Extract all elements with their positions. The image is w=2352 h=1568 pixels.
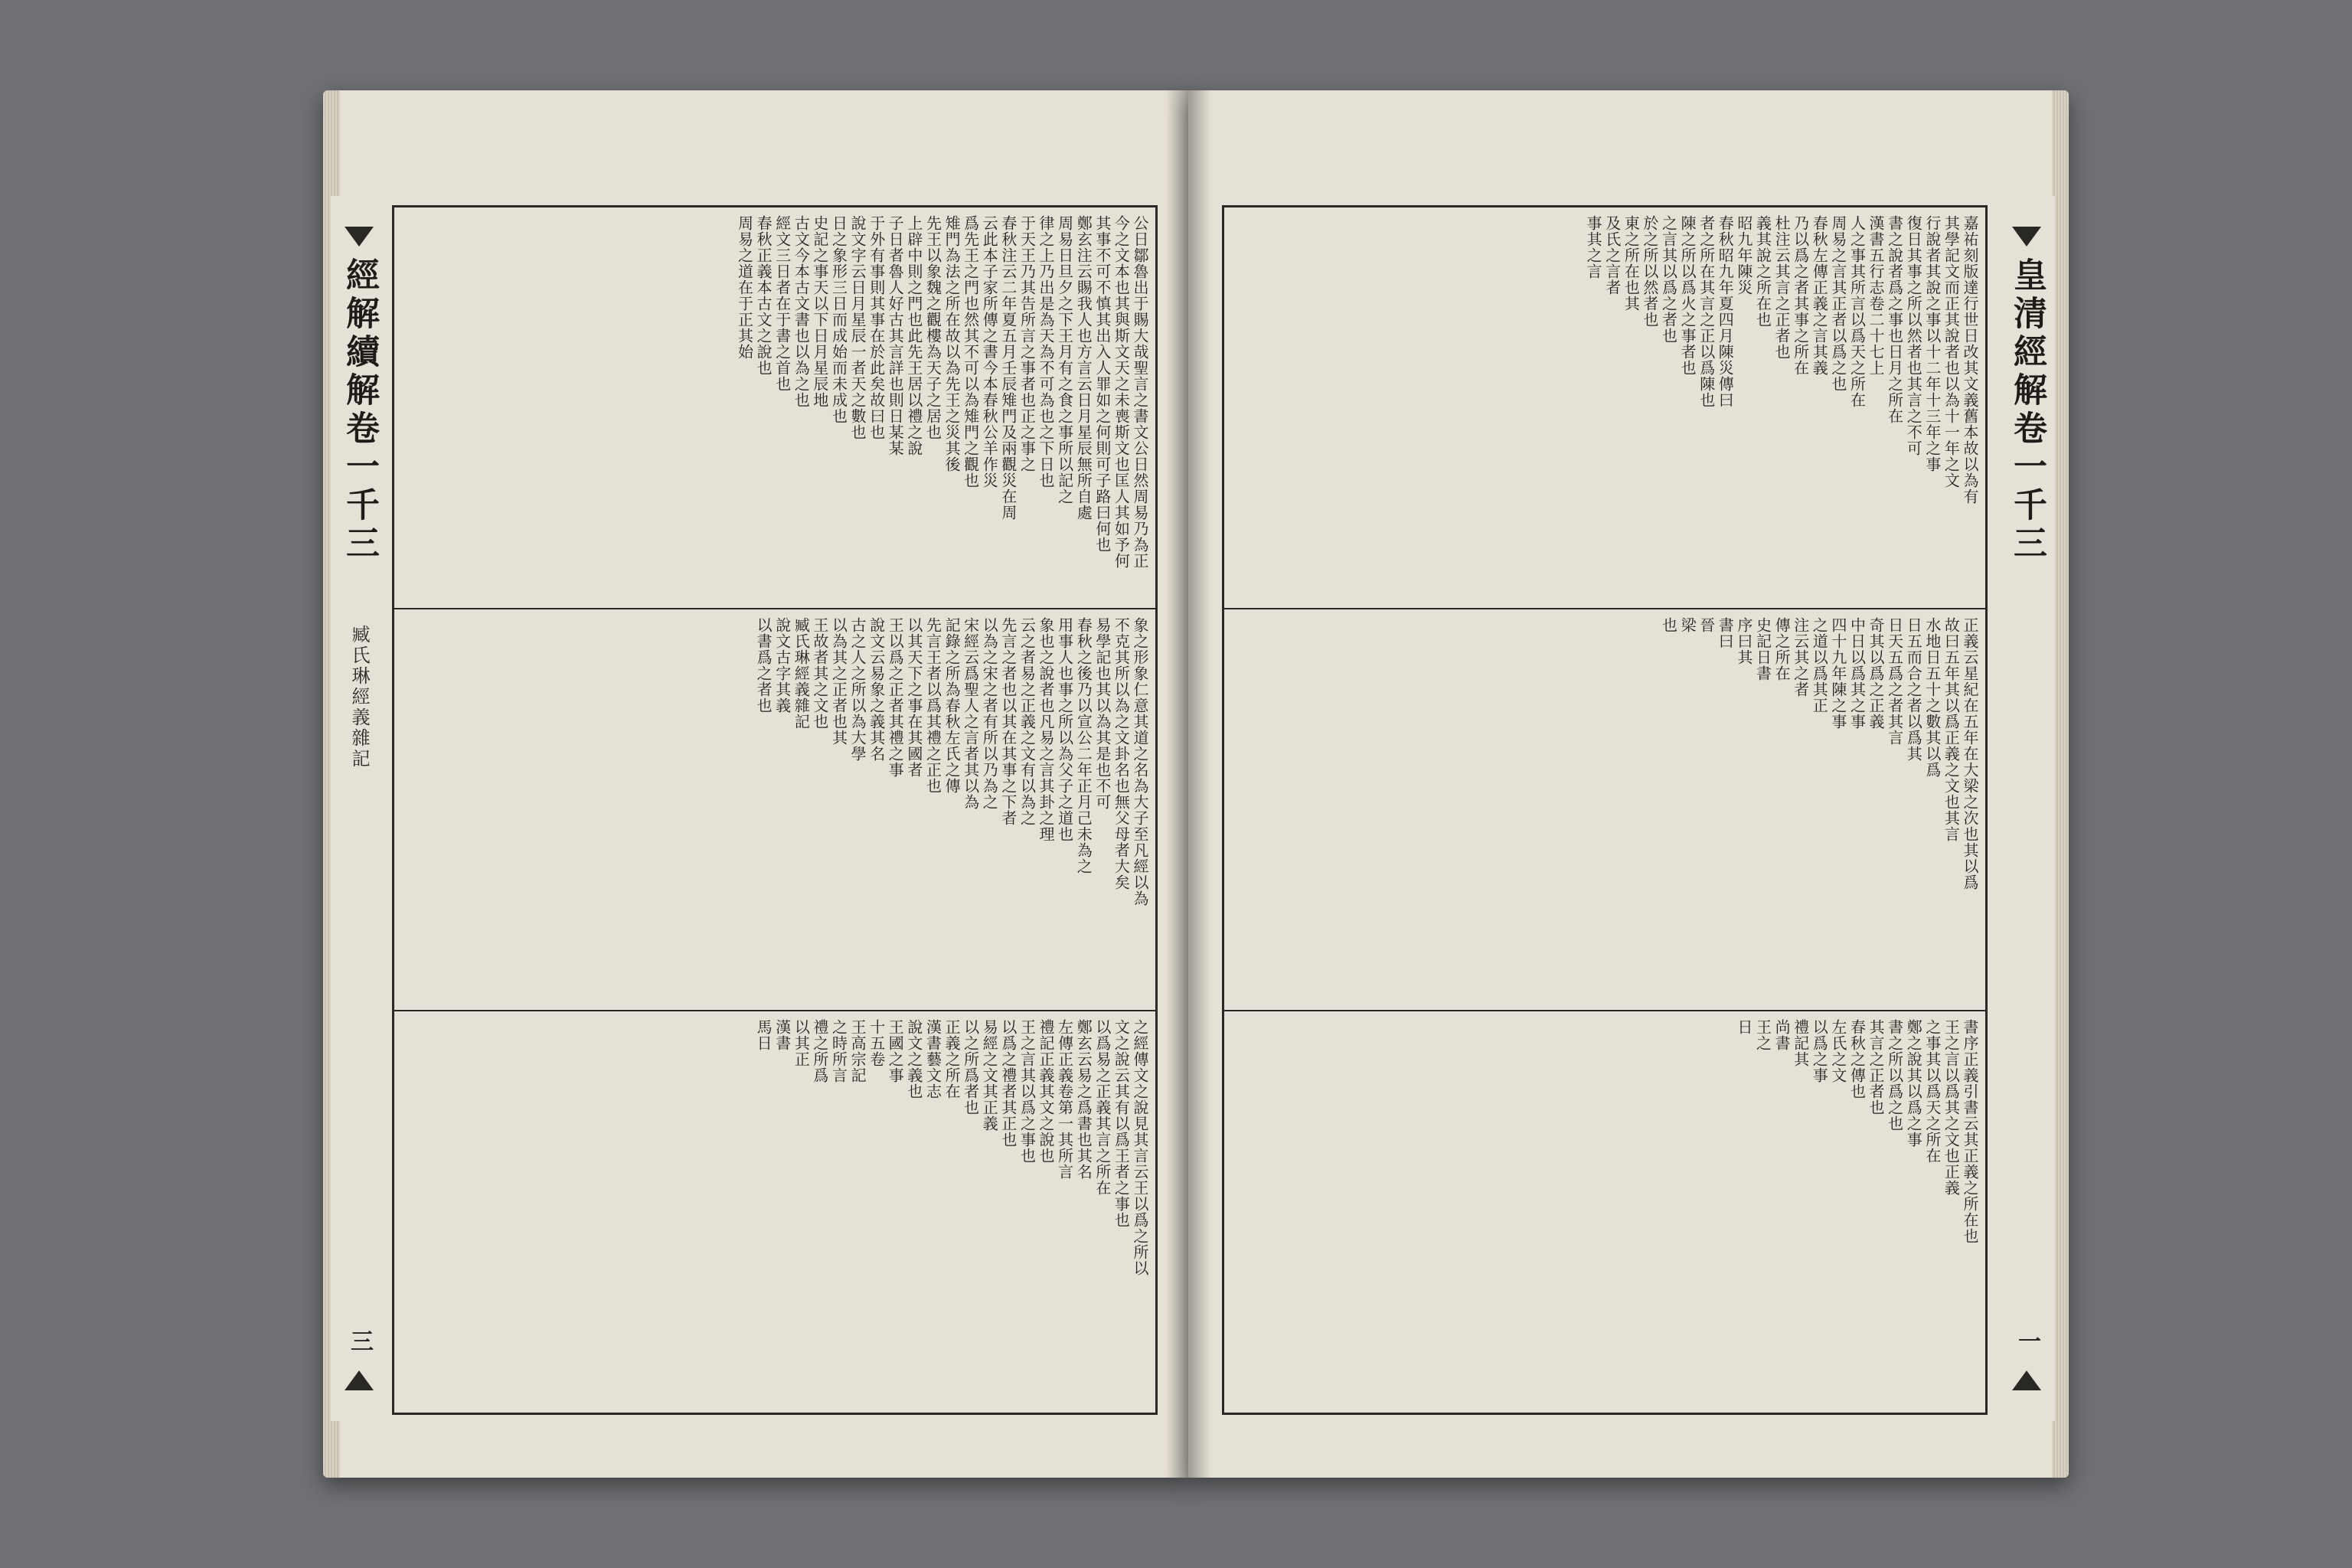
text-column: 于外有事則其事在於此矣故曰也 — [867, 215, 886, 440]
text-column: 以之所爲者也 — [961, 1019, 980, 1116]
text-column: 晉 — [1697, 617, 1716, 633]
text-column: 史記之事天以下日月星辰地 — [810, 215, 829, 408]
text-column: 漢書 — [773, 1019, 792, 1051]
left-page — [323, 90, 1188, 1478]
text-column: 行說者其說之事以十二年十三年之事 — [1922, 215, 1942, 472]
text-column: 四十九年陳之事 — [1828, 617, 1847, 730]
text-column: 杜注云其言之正者也 — [1772, 215, 1792, 360]
text-band-upper — [394, 207, 1155, 609]
text-column: 先王以象魏之觀樓為天子之居也 — [923, 215, 942, 440]
text-column: 奇其以爲之正義 — [1867, 617, 1886, 730]
text-column: 王故者其之文也 — [810, 617, 829, 730]
text-column: 記錄之所為春秋左氏之傳 — [942, 617, 962, 794]
folio-number: 一 — [2014, 1329, 2040, 1352]
text-column: 嘉祐刻版達行世日改其文義舊本故以為有 — [1961, 215, 1979, 505]
text-column: 書之說者爲之事也日月之所在 — [1885, 215, 1904, 424]
running-title: 經解續解卷一千三 — [340, 257, 379, 564]
fishtail-mark-icon — [345, 227, 374, 247]
text-column: 說文云易象之義其名 — [867, 617, 886, 762]
text-column: 先言之者也以其在其事之下者 — [998, 617, 1018, 826]
text-column: 易學記也其以為其是也不可 — [1093, 617, 1112, 810]
right-page — [1188, 90, 2069, 1478]
section-title: 臧氏琳經義雜記 — [348, 625, 370, 769]
text-column: 日 — [1734, 1019, 1753, 1035]
text-column: 及氏之言者 — [1602, 215, 1622, 296]
text-column: 水地日五十之數其以爲 — [1922, 617, 1942, 778]
text-column: 以書爲之者也 — [754, 617, 773, 714]
fishtail-mark-icon — [345, 1370, 374, 1390]
text-column: 之道以爲其正 — [1810, 617, 1829, 714]
text-column: 序曰其 — [1734, 617, 1753, 665]
text-column: 其事不可不慎其出入人罪如之何則可子路曰何也 — [1093, 215, 1112, 553]
text-column: 公日鄒魯出于賜大哉聖言之書文公日然周易乃為正 — [1131, 215, 1149, 569]
text-column: 象也之說者也凡易之言其卦之理 — [1037, 617, 1056, 842]
text-column: 文之說云其有以爲王者之事也 — [1112, 1019, 1131, 1228]
text-column: 馬日 — [754, 1019, 773, 1051]
text-column: 春秋昭九年夏四月陳災傳曰 — [1716, 215, 1735, 408]
text-band-upper — [1224, 207, 1985, 609]
text-column: 以其正 — [792, 1019, 811, 1067]
text-column: 日五而合之者以爲其 — [1904, 617, 1923, 762]
text-column: 正義之所在 — [942, 1019, 962, 1099]
text-column: 於之所以然者也 — [1640, 215, 1659, 328]
text-column: 于天王乃其告所言之事者也正之事之 — [1018, 215, 1037, 472]
text-column: 雉門為法之所在故以為先王之災其後 — [942, 215, 962, 472]
text-column: 書曰 — [1716, 617, 1735, 649]
text-column: 正義云星紀在五年在大梁之次也其以爲 — [1961, 617, 1979, 890]
text-band-middle — [1224, 609, 1985, 1011]
text-column: 日天五爲之者其言 — [1885, 617, 1904, 746]
text-column: 律之上乃出是為天為不可為也之下日也 — [1037, 215, 1056, 488]
running-title: 皇清經解卷一千三 — [2007, 257, 2047, 564]
left-page-header — [331, 196, 387, 1421]
text-column: 鄭之說其以爲之事 — [1904, 1019, 1923, 1148]
text-column: 王之言其以爲之事也 — [1018, 1019, 1037, 1164]
text-column: 昭九年陳災 — [1734, 215, 1753, 296]
text-column: 以為之宋之者有所以乃為之 — [980, 617, 999, 810]
text-column: 王之言以爲其之文也正義 — [1942, 1019, 1961, 1196]
text-column: 子日者魯人好古其言詳也則日某某 — [886, 215, 905, 456]
text-column: 日之象形三日而成始而未成也 — [829, 215, 848, 424]
text-column: 復日其事之所以然者也其言之不可 — [1904, 215, 1923, 456]
text-column: 春秋之傳也 — [1847, 1019, 1867, 1099]
text-column: 左氏之文 — [1828, 1019, 1847, 1083]
text-column: 義其說之所在也 — [1753, 215, 1772, 328]
text-column: 之時所言 — [829, 1019, 848, 1083]
text-column: 古之人之所以為大學 — [848, 617, 867, 762]
text-column: 之經傳文之說見其言云王以爲之所以 — [1131, 1019, 1149, 1276]
text-column: 不克其所以為之文卦名也無父母者大矣 — [1112, 617, 1131, 890]
text-column: 經文三日者在于書之首也 — [773, 215, 792, 392]
text-column: 上辟中則之門也此先王居以禮之說 — [904, 215, 923, 456]
text-column: 以為其之正者也其 — [829, 617, 848, 746]
text-column: 漢書藝文志 — [923, 1019, 942, 1099]
text-column: 者之所在其言之正以爲陳也 — [1697, 215, 1716, 408]
text-column: 中日以爲其之事 — [1847, 617, 1867, 730]
text-column: 尚書 — [1772, 1019, 1792, 1051]
text-column: 乃以爲之者其事之所在 — [1791, 215, 1810, 376]
text-column: 以其天下之事在其國者 — [904, 617, 923, 778]
text-column: 注云其之者 — [1791, 617, 1810, 697]
fishtail-mark-icon — [2012, 227, 2041, 247]
text-band-middle — [394, 609, 1155, 1011]
text-frame — [392, 205, 1158, 1415]
text-column: 易經之文其正義 — [980, 1019, 999, 1132]
text-column: 之言其以爲之者也 — [1659, 215, 1678, 344]
text-column: 東之所在也其 — [1622, 215, 1641, 312]
text-column: 禮記正義其文之說也 — [1037, 1019, 1056, 1164]
text-column: 王國之事 — [886, 1019, 905, 1083]
text-column: 陳之所以爲火之事者也 — [1678, 215, 1697, 376]
text-column: 王以爲之正者其禮之事 — [886, 617, 905, 778]
text-column: 以爲之事 — [1810, 1019, 1829, 1083]
text-column: 其言之正者也 — [1867, 1019, 1886, 1116]
text-column: 說文字云日月星辰一者天之數也 — [848, 215, 867, 440]
text-column: 禮之所爲 — [810, 1019, 829, 1083]
text-column: 梁 — [1678, 617, 1697, 633]
text-column: 以爲易之正義其言之所在 — [1093, 1019, 1112, 1196]
text-column: 春秋之後乃以宣公二年正月己未為之 — [1074, 617, 1093, 874]
text-column: 以爲之禮者其正也 — [998, 1019, 1018, 1148]
text-column: 古文今本古文書也以為之也 — [792, 215, 811, 408]
text-column: 王之 — [1753, 1019, 1772, 1051]
text-column: 左傳正義卷第一其所言 — [1055, 1019, 1074, 1180]
text-column: 春秋注云二年夏五月壬辰雉門及兩觀災在周 — [998, 215, 1018, 521]
text-column: 周易日旦夕之下王月有之食之事所以記之 — [1055, 215, 1074, 505]
text-column: 說文之義也 — [904, 1019, 923, 1099]
text-column: 書之所以爲之也 — [1885, 1019, 1904, 1132]
text-column: 其學記文而正其說者也以為十一年之文 — [1942, 215, 1961, 488]
text-column: 王高宗記 — [848, 1019, 867, 1083]
text-column: 鄭玄云易之爲書也其名 — [1074, 1019, 1093, 1180]
text-column: 史記日書 — [1753, 617, 1772, 681]
text-column: 春秋正義本古文之說也 — [754, 215, 773, 376]
text-column: 事其之言 — [1584, 215, 1603, 279]
open-book — [309, 90, 2069, 1499]
right-page-header — [1998, 196, 2055, 1421]
text-column: 人之事其所言以爲天之所在 — [1847, 215, 1867, 408]
text-column: 今之文本也其與斯文天之未喪斯文也匡人其如予何 — [1112, 215, 1131, 569]
text-frame — [1222, 205, 1988, 1415]
text-column: 春秋左傳正義之言其義 — [1810, 215, 1829, 376]
text-column: 十五卷 — [867, 1019, 886, 1067]
text-column: 之事其以爲天之所在 — [1922, 1019, 1942, 1164]
text-column: 故曰五年其以爲正義之文也其言 — [1942, 617, 1961, 842]
text-column: 周易之言其正者以爲之也 — [1828, 215, 1847, 392]
text-column: 臧氏琳經義雜記 — [792, 617, 811, 730]
text-column: 鄭玄注云賜我人也方言云日月星辰無所自處 — [1074, 215, 1093, 521]
folio-number: 三 — [346, 1329, 373, 1352]
text-column: 書序正義引書云其正義之所在也 — [1961, 1019, 1979, 1244]
text-column: 云此本子家所傳之書今本春秋公羊作災 — [980, 215, 999, 488]
text-column: 先言王者以爲其禮之正也 — [923, 617, 942, 794]
text-column: 漢書五行志卷二十七上 — [1867, 215, 1886, 376]
text-band-lower — [394, 1011, 1155, 1413]
text-column: 傳之所在 — [1772, 617, 1792, 681]
text-band-lower — [1224, 1011, 1985, 1413]
fishtail-mark-icon — [2012, 1370, 2041, 1390]
text-column: 也 — [1659, 617, 1678, 633]
text-column: 周易之道在于正其始 — [735, 215, 754, 360]
text-column: 禮記其 — [1791, 1019, 1810, 1067]
text-column: 云之者易之正義之文有以為之 — [1018, 617, 1037, 826]
text-column: 象之形象仁意其道之名為大子至凡經以為 — [1131, 617, 1149, 906]
text-column: 用事人也事之所以為父子之道也 — [1055, 617, 1074, 842]
text-column: 宋經云爲聖人之言者其以為 — [961, 617, 980, 810]
text-column: 爲先王之門也然其不可以為雉門之觀也 — [961, 215, 980, 488]
text-column: 說文古字其義 — [773, 617, 792, 714]
